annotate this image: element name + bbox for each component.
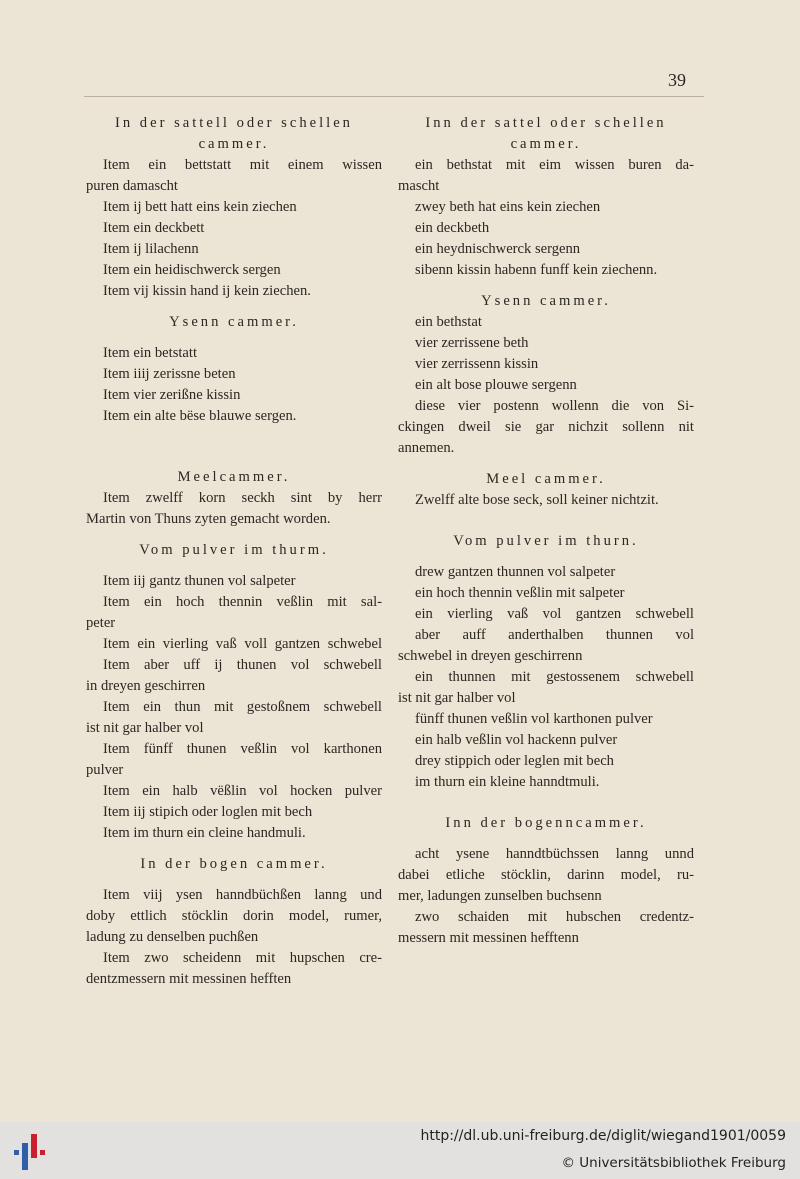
spacer xyxy=(86,561,382,571)
text-line: ein hoch thennin veßlin mit salpeter xyxy=(415,585,625,601)
text-line: ein alt bose plouwe sergenn xyxy=(415,377,577,393)
spacer xyxy=(398,511,694,521)
copyright-notice: © Universitätsbibliothek Freiburg xyxy=(561,1155,786,1171)
text-line: ein bethstat xyxy=(415,314,482,330)
spacer xyxy=(86,844,382,854)
spacer xyxy=(398,521,694,531)
spacer xyxy=(398,803,694,813)
text-line: im thurn ein kleine hanndtmuli. xyxy=(415,774,600,790)
viewer-footer xyxy=(0,1122,800,1179)
spacer xyxy=(86,530,382,540)
section-heading: Ysenn cammer. xyxy=(169,314,299,330)
text-line: Zwelff alte bose seck, soll keiner nichtzit. xyxy=(415,492,659,508)
permalink[interactable]: http://dl.ub.uni-freiburg.de/diglit/wiegand1901/0059 xyxy=(420,1128,786,1144)
spacer xyxy=(398,793,694,803)
spacer xyxy=(398,834,694,844)
spacer xyxy=(86,457,382,467)
text-line: puren damascht xyxy=(86,178,178,194)
text-line: Item ein bettstatt mit einem wissen xyxy=(103,157,382,173)
text-line: Item iij gantz thunen vol salpeter xyxy=(103,573,296,589)
section-heading: In der sattell oder schellen xyxy=(115,115,353,131)
text-line: dabei etliche stöcklin, darinn model, ru- xyxy=(398,867,694,883)
text-line: Item zwelff korn seckh sint by herr xyxy=(103,490,382,506)
spacer xyxy=(398,281,694,291)
spacer xyxy=(86,437,382,447)
text-line: ladung zu denselben puchßen xyxy=(86,929,259,945)
text-line: Item im thurn ein cleine handmuli. xyxy=(103,825,306,841)
text-line: acht ysene hanndtbüchssen lanng unnd xyxy=(415,846,694,862)
section-heading: Meelcammer. xyxy=(177,469,291,485)
text-line: ein vierling vaß vol gantzen schwebell xyxy=(415,606,694,622)
spacer xyxy=(86,427,382,437)
section-heading: cammer. xyxy=(198,136,270,152)
text-line: ist nit gar halber vol xyxy=(398,690,516,706)
text-line: peter xyxy=(86,615,116,631)
text-line: aber auff anderthalben thunnen vol xyxy=(415,627,694,643)
text-line: Item zwo scheidenn mit hupschen cre- xyxy=(103,950,382,966)
text-line: Item ein alte bëse blauwe sergen. xyxy=(103,408,297,424)
text-line: mer, ladungen zunselben buchsenn xyxy=(398,888,602,904)
text-line: annemen. xyxy=(398,440,455,456)
text-line: Item aber uff ij thunen vol schwebell xyxy=(103,657,382,673)
spacer xyxy=(86,447,382,457)
section-heading: Vom pulver im thurn. xyxy=(453,533,639,549)
text-line: dentzmessern mit messinen hefften xyxy=(86,971,292,987)
section-heading: Inn der sattel oder schellen xyxy=(425,115,667,131)
text-line: Item ein thun mit gestoßnem schwebell xyxy=(103,699,382,715)
text-line: vier zerrissenn kissin xyxy=(415,356,539,372)
section-heading: Meel cammer. xyxy=(486,471,606,487)
spacer xyxy=(86,333,382,343)
text-line: vier zerrissene beth xyxy=(415,335,529,351)
text-line: mascht xyxy=(398,178,440,194)
spacer xyxy=(86,875,382,885)
text-line: ein halb veßlin vol hackenn pulver xyxy=(415,732,618,748)
text-line: ein bethstat mit eim wissen buren da- xyxy=(415,157,694,173)
text-line: ein thunnen mit gestossenem schwebell xyxy=(415,669,694,685)
text-line: drew gantzen thunnen vol salpeter xyxy=(415,564,616,580)
section-heading: Ysenn cammer. xyxy=(481,293,611,309)
text-line: Item ein deckbett xyxy=(103,220,205,236)
text-line: Item ein betstatt xyxy=(103,345,198,361)
section-heading: Vom pulver im thurm. xyxy=(139,542,329,558)
section-heading: Inn der bogenncammer. xyxy=(445,815,647,831)
left-column-text xyxy=(86,113,382,990)
text-line: Item ein halb vëßlin vol hocken pulver xyxy=(103,783,382,799)
spacer xyxy=(398,459,694,469)
text-line: Item vier zerißne kissin xyxy=(103,387,241,403)
header-rule xyxy=(84,96,704,97)
section-heading: In der bogen cammer. xyxy=(140,856,328,872)
text-line: messern mit messinen hefftenn xyxy=(398,930,579,946)
text-line: drey stippich oder leglen mit bech xyxy=(415,753,614,769)
text-line: Martin von Thuns zyten gemacht worden. xyxy=(86,511,331,527)
text-line: Item ij bett hatt eins kein ziechen xyxy=(103,199,297,215)
text-line: ein heydnischwerck sergenn xyxy=(415,241,581,257)
text-line: in dreyen geschirren xyxy=(86,678,206,694)
text-line: sibenn kissin habenn funff kein ziechenn. xyxy=(415,262,658,278)
text-line: schwebel in dreyen geschirrenn xyxy=(398,648,583,664)
spacer xyxy=(398,552,694,562)
section-heading: cammer. xyxy=(510,136,582,152)
text-line: ckingen dweil sie gar nichzit sollenn nit xyxy=(398,419,694,435)
text-line: Item iij stipich oder loglen mit bech xyxy=(103,804,313,820)
text-line: zwey beth hat eins kein ziechen xyxy=(415,199,601,215)
page-number: 39 xyxy=(668,70,686,90)
text-line: Item ein heidischwerck sergen xyxy=(103,262,281,278)
text-line: fünff thunen veßlin vol karthonen pulver xyxy=(415,711,653,727)
text-line: Item ij lilachenn xyxy=(103,241,199,257)
text-line: zwo schaiden mit hubschen credentz- xyxy=(415,909,694,925)
text-line: doby ettlich stöcklin dorin model, rumer, xyxy=(86,908,382,924)
text-line: Item viij ysen hanndbüchßen lanng und xyxy=(103,887,382,903)
text-line: Item ein vierling vaß voll gantzen schwebel xyxy=(103,636,382,652)
text-line: ist nit gar halber vol xyxy=(86,720,204,736)
right-column-text xyxy=(398,113,694,949)
text-line: diese vier postenn wollenn die von Si- xyxy=(415,398,694,414)
text-line: ein deckbeth xyxy=(415,220,490,236)
text-line: Item iiij zerissne beten xyxy=(103,366,236,382)
text-line: Item ein hoch thennin veßlin mit sal- xyxy=(103,594,382,610)
text-line: Item vij kissin hand ij kein ziechen. xyxy=(103,283,311,299)
spacer xyxy=(86,302,382,312)
text-line: Item fünff thunen veßlin vol karthonen xyxy=(103,741,382,757)
text-line: pulver xyxy=(86,762,124,778)
library-logo-icon[interactable] xyxy=(10,1131,54,1171)
